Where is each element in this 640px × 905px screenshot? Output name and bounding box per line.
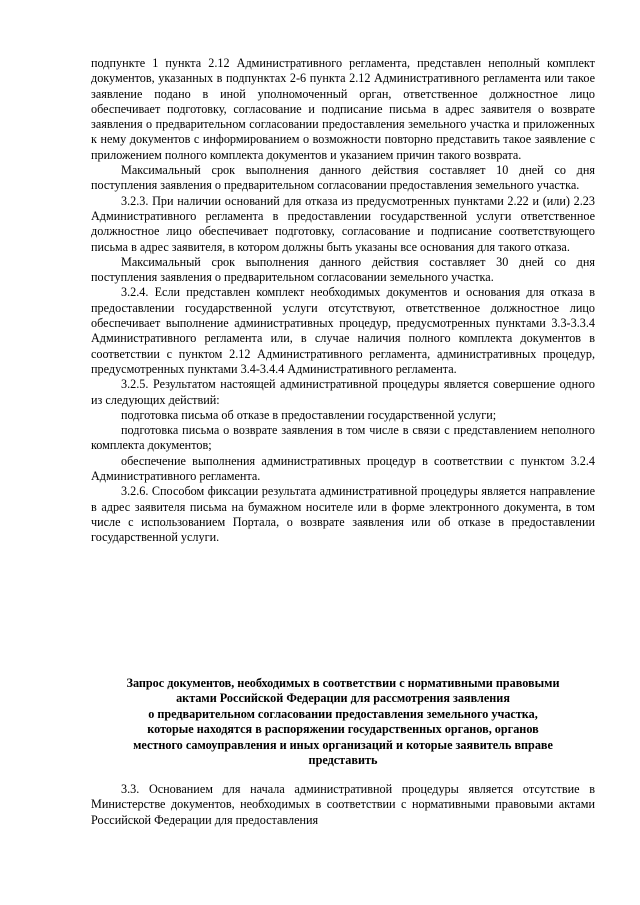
section-heading [88,676,598,768]
paragraph: 3.2.5. Результатом настоящей административной процедуры является совершение одного из следующих действий: [91,377,595,407]
heading-line: местного самоуправления и иных организаций и которые заявитель вправе [133,737,553,752]
paragraph: 3.3. Основанием для начала административной процедуры является отсутствие в Министерстве документов, необходимых в соответствии с нормативными правовыми актами Российской Федерации для предоставления [91,782,595,827]
list-item: подготовка письма о возврате заявления в том числе в связи с представлением неполного комплекта документов; [91,423,595,453]
paragraph: 3.2.3. При наличии оснований для отказа из предусмотренных пунктами 2.22 и (или) 2.23 Административного регламента в предоставлении государственной услуги ответственное должностное лицо обеспечивает подготовку, согласование и подписание соответствующего письма в адрес заявителя, в котором должны быть указаны все основания для такого отказа. [91,193,595,254]
paragraph: 3.2.4. Если представлен комплект необходимых документов и основания для отказа в предоставлении государственной услуги отсутствуют, ответственное должностное лицо обеспечивает выполнение административных процедур, предусмотренных пунктами 3.3-3.3.4 Административного регламента или, в случае наличия полного комплекта документов в соответствии с пунктом 2.12 Административного регламента, административных процедур, предусмотренных пунктами 3.4-3.4.4 Административного регламента. [91,285,595,376]
paragraph: подпункте 1 пункта 2.12 Административного регламента, представлен неполный комплект документов, указанных в подпунктах 2-6 пункта 2.12 Административного регламента или такое заявление подано в иной уполномоченный орган, ответственное должностное лицо обеспечивает подготовку, согласование и подписание письма в адрес заявителя о возврате заявления о предварительном согласовании предоставления земельного участка и приложенных к нему документов с информированием о возможности повторно представить такое заявление с приложением полного комплекта документов и указанием причин такого возврата. [91,56,595,162]
heading-line: Запрос документов, необходимых в соответствии с нормативными правовыми [126,676,560,690]
heading-line: которые находятся в распоряжении государственных органов, органов [147,722,539,737]
paragraph: 3.2.6. Способом фиксации результата административной процедуры является направление в адрес заявителя письма на бумажном носителе или в форме электронного документа, в том числе с использованием Портала, о возврате заявления или об отказе в предоставлении государственной услуги. [91,484,595,545]
body-text [91,56,595,546]
list-item: подготовка письма об отказе в предоставлении государственной услуги; [121,407,497,422]
heading-line: о предварительном согласовании предоставления земельного участка, [148,706,538,721]
paragraph: Максимальный срок выполнения данного действия составляет 30 дней со дня поступления заявления о предварительном согласовании земельного участка. [91,254,595,285]
heading-line: актами Российской Федерации для рассмотрения заявления [176,691,510,706]
bottom-text [91,782,595,828]
list-item: обеспечение выполнения административных процедур в соответствии с пунктом 3.2.4 Административного регламента. [91,453,595,484]
heading-line: представить [308,753,378,768]
paragraph: Максимальный срок выполнения данного действия составляет 10 дней со дня поступления заявления о предварительном согласовании предоставления земельного участка. [91,163,595,193]
